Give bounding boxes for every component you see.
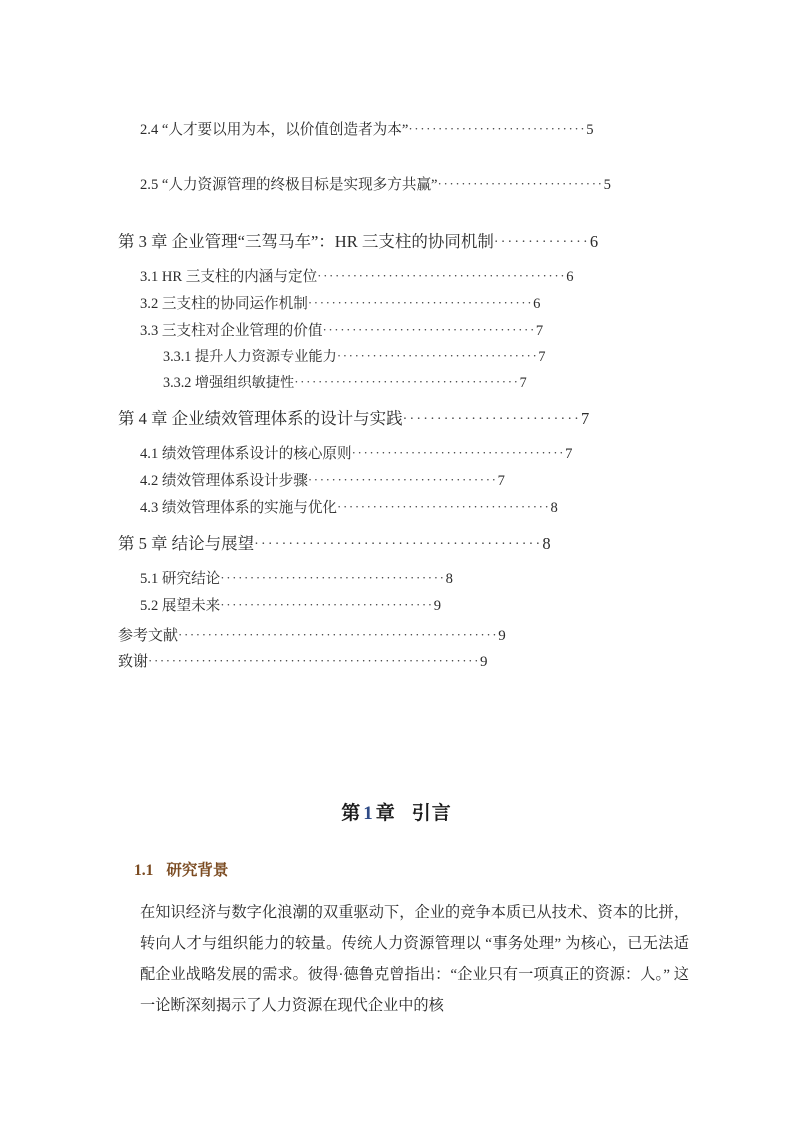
toc-page-number: 9 <box>433 598 442 614</box>
toc-entry-label: 3.2 三支柱的协同运作机制 <box>140 296 308 312</box>
toc-leader-dots: ······································ <box>307 295 534 310</box>
toc-entry-label: 4.1 绩效管理体系设计的核心原则 <box>140 446 352 462</box>
toc-page-number: 6 <box>589 232 599 251</box>
toc-entry[interactable] <box>0 530 793 554</box>
toc-page-number: 5 <box>603 177 611 193</box>
toc-leader-dots: ·········································· <box>317 268 567 283</box>
toc-page-number: 7 <box>565 446 573 462</box>
toc-entry[interactable] <box>0 265 793 286</box>
toc-entry[interactable] <box>0 567 793 588</box>
toc-page-number: 6 <box>566 269 574 285</box>
toc-entry[interactable] <box>0 228 793 252</box>
toc-page-number: 8 <box>445 571 453 587</box>
chapter-title-number: 1 <box>363 803 374 824</box>
toc-leader-dots: ······························ <box>408 121 587 136</box>
toc-page-number: 5 <box>586 122 594 138</box>
toc-entry[interactable] <box>0 650 793 671</box>
toc-leader-dots: ·············· <box>493 235 590 250</box>
toc-page-number: 7 <box>519 375 527 391</box>
toc-entry[interactable] <box>0 496 793 517</box>
toc-leader-dots: ································ <box>307 472 498 487</box>
toc-entry-label: 3.3.1 提升人力资源专业能力 <box>163 349 337 365</box>
toc-entry-label: 第 5 章 结论与展望 <box>118 534 255 553</box>
toc-page-number: 9 <box>480 654 488 670</box>
toc-page-number: 7 <box>497 473 505 489</box>
toc-entry-label: 2.4 “人才要以用为本，以价值创造者为本” <box>140 122 409 138</box>
toc-page-number: 7 <box>581 409 590 428</box>
toc-page-number: 7 <box>535 323 544 339</box>
table-of-contents <box>0 118 793 676</box>
body-paragraph: 在知识经济与数字化浪潮的双重驱动下，企业的竞争本质已从技术、资本的比拼，转向人才与组织能力的较量。传统人力资源管理以 “事务处理” 为核心，已无法适配企业战略发展的需求。彼得·德鲁克曾指出：“企业只有一项真正的资源：人。” 这一论断深刻揭示了人力资源在现代企业中的核 <box>140 904 689 1014</box>
toc-page-number: 6 <box>533 296 541 312</box>
toc-entry-label: 第 3 章 企业管理“三驾马车”：HR 三支柱的协同机制 <box>118 232 494 251</box>
toc-entry[interactable] <box>0 319 793 340</box>
toc-leader-dots: ························································ <box>148 653 481 668</box>
chapter-title-text: 引言 <box>411 803 452 824</box>
section-heading-title: 研究背景 <box>166 862 229 879</box>
toc-entry[interactable] <box>0 173 793 194</box>
toc-entry[interactable] <box>0 292 793 313</box>
toc-leader-dots: ···································· <box>351 445 566 460</box>
toc-page-number: 7 <box>538 349 546 365</box>
toc-entry-label: 4.2 绩效管理体系设计步骤 <box>140 473 308 489</box>
toc-entry[interactable] <box>0 346 793 366</box>
toc-entry-label: 4.3 绩效管理体系的实施与优化 <box>140 500 338 516</box>
section-heading <box>134 858 228 880</box>
toc-entry[interactable] <box>0 405 793 429</box>
toc-leader-dots: ······················································ <box>178 627 499 642</box>
toc-entry[interactable] <box>0 624 793 645</box>
toc-entry[interactable] <box>0 372 793 392</box>
toc-entry-label: 第 4 章 企业绩效管理体系的设计与实践 <box>118 409 403 428</box>
toc-entry[interactable] <box>0 442 793 463</box>
toc-leader-dots: ···························· <box>437 176 604 191</box>
section-heading-number: 1.1 <box>134 862 154 879</box>
toc-page-number: 9 <box>498 628 506 644</box>
toc-entry[interactable] <box>0 594 793 615</box>
toc-entry[interactable] <box>0 469 793 490</box>
toc-leader-dots: ······································ <box>294 374 520 389</box>
toc-page-number: 8 <box>542 534 551 553</box>
toc-leader-dots: ···································· <box>220 597 434 612</box>
toc-entry-label: 5.1 研究结论 <box>140 571 221 587</box>
toc-entry-label: 3.1 HR 三支柱的内涵与定位 <box>140 269 318 285</box>
toc-entry-label: 5.2 展望未来 <box>140 598 221 614</box>
toc-leader-dots: ······································ <box>220 570 446 585</box>
chapter-title-prefix: 第 <box>341 803 362 824</box>
toc-entry-label: 致谢 <box>118 654 149 670</box>
toc-page-number: 8 <box>550 500 558 516</box>
toc-entry-label: 3.3.2 增强组织敏捷性 <box>163 375 295 391</box>
chapter-title <box>0 798 793 825</box>
toc-entry-label: 2.5 “人力资源管理的终极目标是实现多方共赢” <box>140 177 438 193</box>
chapter-title-suffix: 章 <box>375 803 396 824</box>
toc-leader-dots: ·························· <box>402 412 582 427</box>
toc-leader-dots: ·································· <box>336 348 539 363</box>
toc-leader-dots: ···································· <box>337 499 551 514</box>
toc-entry-label: 参考文献 <box>118 628 179 644</box>
toc-leader-dots: ···································· <box>322 322 536 337</box>
toc-leader-dots: ·········································· <box>254 537 543 552</box>
toc-entry-label: 3.3 三支柱对企业管理的价值 <box>140 323 323 339</box>
toc-entry[interactable] <box>0 118 793 139</box>
